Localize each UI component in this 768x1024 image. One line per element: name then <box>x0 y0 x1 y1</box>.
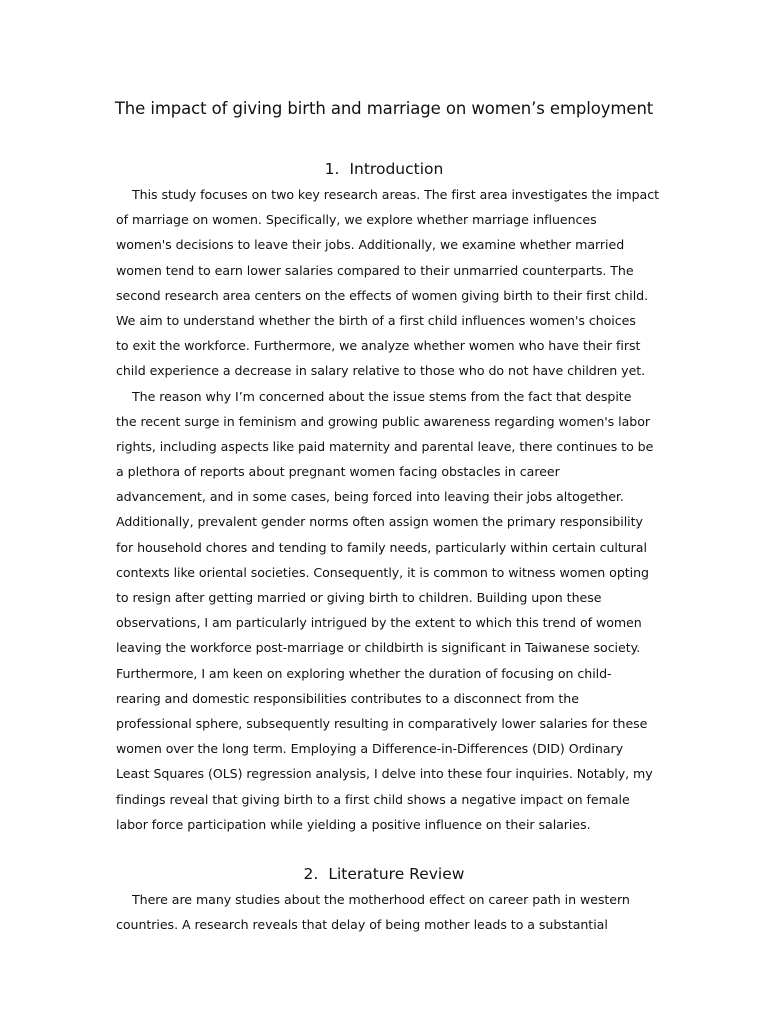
text-line: contexts like oriental societies. Consequently, it is common to witness women opting <box>116 564 649 580</box>
text-line: to resign after getting married or giving birth to children. Building upon these <box>116 590 602 605</box>
text-line: We aim to understand whether the birth of a first child influences women's choices <box>116 312 636 328</box>
text-line: There are many studies about the motherhood effect on career path in western <box>132 892 630 907</box>
text-line: women's decisions to leave their jobs. Additionally, we examine whether married <box>116 237 625 253</box>
text-line: rights, including aspects like paid maternity and parental leave, there continues to be <box>116 438 654 454</box>
text-line: for household chores and tending to family needs, particularly within certain cultural <box>116 539 647 555</box>
section-heading-introduction <box>0 158 768 180</box>
text-line: Furthermore, I am keen on exploring whether the duration of focusing on child- <box>116 665 612 681</box>
section-heading-literature-review <box>0 863 768 885</box>
text-line: rearing and domestic responsibilities contributes to a disconnect from the <box>116 690 579 706</box>
introduction-body <box>116 182 659 837</box>
text-line: a plethora of reports about pregnant women facing obstacles in career <box>116 464 560 480</box>
text-line: The reason why I’m concerned about the issue stems from the fact that despite <box>132 388 632 404</box>
section-number: 1. <box>324 160 340 178</box>
section-title: Literature Review <box>328 865 465 883</box>
text-line: women over the long term. Employing a Difference-in-Differences (DID) Ordinary <box>116 741 624 757</box>
text-line: child experience a decrease in salary relative to those who do not have children yet. <box>116 363 646 379</box>
section-number: 2. <box>303 865 319 883</box>
text-line: second research area centers on the effects of women giving birth to their first child. <box>116 287 649 303</box>
text-line: to exit the workforce. Furthermore, we analyze whether women who have their first <box>116 338 641 354</box>
text-line: findings reveal that giving birth to a first child shows a negative impact on female <box>116 791 630 807</box>
text-line: women tend to earn lower salaries compared to their unmarried counterparts. The <box>116 262 634 278</box>
text-line: advancement, and in some cases, being forced into leaving their jobs altogether. <box>116 489 624 505</box>
paper-title: The impact of giving birth and marriage on women’s employment <box>114 99 654 118</box>
text-line: countries. A research reveals that delay of being mother leads to a substantial <box>116 917 608 933</box>
text-line: Least Squares (OLS) regression analysis, I delve into these four inquiries. Notably, my <box>116 766 653 782</box>
text-line: observations, I am particularly intrigued by the extent to which this trend of women <box>116 615 642 631</box>
text-line: the recent surge in feminism and growing public awareness regarding women's labor <box>116 413 650 429</box>
section-title: Introduction <box>349 160 444 178</box>
text-line: leaving the workforce post-marriage or childbirth is significant in Taiwanese society. <box>116 640 641 656</box>
text-line: Additionally, prevalent gender norms often assign women the primary responsibility <box>116 514 643 530</box>
text-line: professional sphere, subsequently resulting in comparatively lower salaries for these <box>116 715 648 731</box>
text-line: of marriage on women. Specifically, we explore whether marriage influences <box>116 212 597 228</box>
text-line: labor force participation while yielding a positive influence on their salaries. <box>116 816 591 832</box>
literature-review-body <box>116 887 656 937</box>
text-line: This study focuses on two key research areas. The first area investigates the impact <box>132 187 659 202</box>
